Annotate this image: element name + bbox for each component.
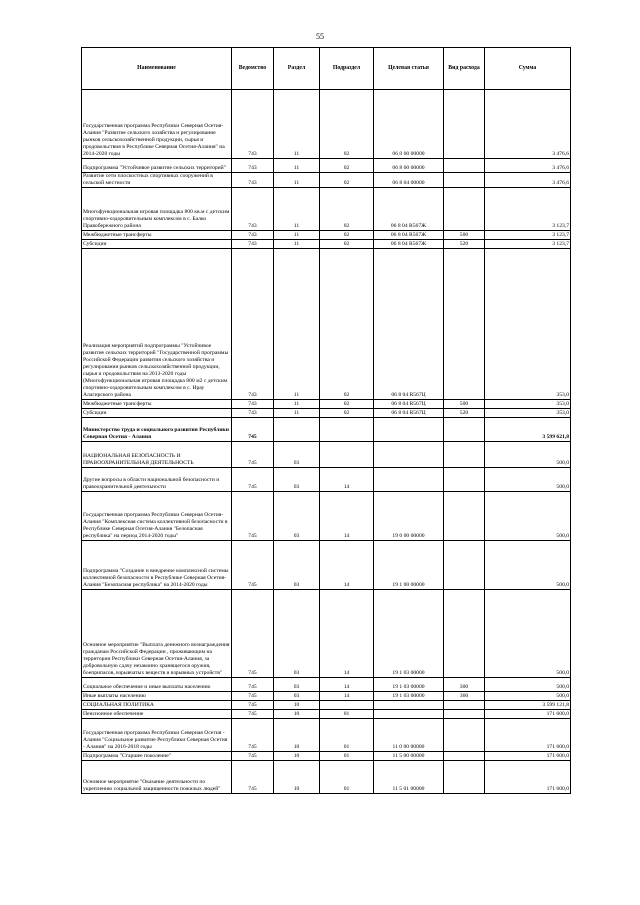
cell-sum: 500,0	[485, 468, 571, 492]
cell-razd: 11	[274, 409, 320, 418]
table-row	[82, 761, 571, 794]
cell-vr	[444, 701, 485, 710]
cell-cs: 19 1 03 00000	[374, 590, 444, 678]
cell-name: Межбюджетные трансферты	[82, 231, 232, 240]
cell-cs	[374, 418, 444, 442]
table-row	[82, 418, 571, 442]
cell-podr: 02	[320, 400, 374, 409]
cell-vr: 300	[444, 678, 485, 692]
cell-podr: 14	[320, 590, 374, 678]
cell-name: Подпрограмма "Старшее поколение"	[82, 752, 232, 761]
cell-razd: 11	[274, 173, 320, 188]
cell-razd: 11	[274, 249, 320, 400]
header-podr: Подраздел	[320, 48, 374, 90]
cell-cs	[374, 701, 444, 710]
cell-sum: 3 123,7	[485, 231, 571, 240]
cell-ved: 743	[232, 90, 274, 159]
cell-ved: 743	[232, 400, 274, 409]
cell-name: Многофункциональная игровая площадка 800 кв.м с детским спортивно-оздоровительным комплексом в с. Балко Правобережного района	[82, 188, 232, 231]
cell-cs: 11 5 00 00000	[374, 752, 444, 761]
cell-razd: 03	[274, 442, 320, 468]
cell-podr: 14	[320, 492, 374, 541]
cell-name: Основное мероприятие "Оказание деятельности по укреплению социальной защищенности пожилых людей"	[82, 761, 232, 794]
cell-vr	[444, 710, 485, 719]
cell-cs: 06 8 04 R567Ц	[374, 409, 444, 418]
cell-razd: 03	[274, 492, 320, 541]
cell-vr	[444, 442, 485, 468]
cell-cs: 06 8 04 R567Ц	[374, 249, 444, 400]
cell-ved: 745	[232, 492, 274, 541]
cell-name: Подпрограмма "Создание и внедрение комплексной системы коллективной безопасности в Республике Северная Осетия-Алания "Безопасная республика" на 2014-2020 годы	[82, 541, 232, 590]
table-row	[82, 590, 571, 678]
table-row	[82, 90, 571, 159]
cell-cs: 06 8 00 00000	[374, 159, 444, 173]
cell-name: Пенсионное обеспечение	[82, 710, 232, 719]
cell-razd: 03	[274, 468, 320, 492]
cell-cs: 06 8 04 R567Ж	[374, 240, 444, 249]
cell-vr	[444, 418, 485, 442]
cell-podr: 14	[320, 468, 374, 492]
table-row	[82, 719, 571, 752]
cell-cs: 06 8 04 R567Ж	[374, 188, 444, 231]
cell-sum: 3 123,7	[485, 240, 571, 249]
table-row	[82, 188, 571, 231]
table-row	[82, 409, 571, 418]
cell-ved: 745	[232, 761, 274, 794]
cell-podr: 02	[320, 90, 374, 159]
cell-ved: 743	[232, 409, 274, 418]
cell-name: Государственная программа Республики Северная Осетия-Алания "Комплексная система коллективной безопасности в Республике Северная Осетия-Алания "Безопасная республика" на период 2014-2020 годы"	[82, 492, 232, 541]
table-row	[82, 240, 571, 249]
cell-cs: 06 8 04 R567Ж	[374, 231, 444, 240]
cell-vr	[444, 159, 485, 173]
table-row	[82, 468, 571, 492]
cell-vr: 500	[444, 231, 485, 240]
cell-vr	[444, 468, 485, 492]
cell-cs: 06 8 04 R567Ц	[374, 400, 444, 409]
cell-cs: 19 1 00 00000	[374, 541, 444, 590]
cell-vr	[444, 590, 485, 678]
cell-razd: 11	[274, 231, 320, 240]
table-header-row	[82, 48, 571, 90]
cell-podr: 14	[320, 692, 374, 701]
cell-name: Иные выплаты населению	[82, 692, 232, 701]
cell-ved: 745	[232, 541, 274, 590]
cell-vr: 500	[444, 400, 485, 409]
cell-ved: 745	[232, 590, 274, 678]
cell-name: Развитие сети плоскостных спортивных сооружений в сельской местности	[82, 173, 232, 188]
cell-name: СОЦИАЛЬНАЯ ПОЛИТИКА	[82, 701, 232, 710]
cell-vr: 520	[444, 240, 485, 249]
cell-ved: 745	[232, 692, 274, 701]
cell-razd: 03	[274, 692, 320, 701]
table-row	[82, 400, 571, 409]
cell-sum: 171 600,0	[485, 719, 571, 752]
table-row	[82, 249, 571, 400]
cell-sum: 500,0	[485, 590, 571, 678]
cell-sum: 3 599 621,8	[485, 418, 571, 442]
cell-name: Субсидии	[82, 409, 232, 418]
cell-name: Основное мероприятие "Выплата денежного вознаграждения гражданам Российской Федерации , проживающим на территории Республики Северная Осетия-Алания, за добровольную сдачу незаконно хранящегося оружия, боеприпасов, взрывчатых веществ и взрывных устройств"	[82, 590, 232, 678]
cell-vr	[444, 173, 485, 188]
table-row	[82, 678, 571, 692]
cell-ved: 745	[232, 719, 274, 752]
cell-vr	[444, 188, 485, 231]
cell-podr	[320, 418, 374, 442]
cell-ved: 745	[232, 418, 274, 442]
cell-vr	[444, 719, 485, 752]
table-row	[82, 710, 571, 719]
cell-vr: 520	[444, 409, 485, 418]
cell-name: Межбюджетные трансферты	[82, 400, 232, 409]
cell-sum: 353,0	[485, 409, 571, 418]
cell-podr: 01	[320, 752, 374, 761]
table-row	[82, 442, 571, 468]
cell-razd: 03	[274, 678, 320, 692]
cell-cs	[374, 468, 444, 492]
cell-podr: 02	[320, 249, 374, 400]
cell-vr: 360	[444, 692, 485, 701]
cell-sum: 500,0	[485, 442, 571, 468]
cell-podr: 01	[320, 761, 374, 794]
cell-name: Министерство труда и социального развития Республики Северная Осетия - Алания	[82, 418, 232, 442]
cell-sum: 500,0	[485, 492, 571, 541]
cell-sum: 500,0	[485, 678, 571, 692]
cell-ved: 743	[232, 231, 274, 240]
cell-cs: 19 0 00 00000	[374, 492, 444, 541]
cell-sum: 3 123,7	[485, 188, 571, 231]
table-row	[82, 159, 571, 173]
cell-razd: 03	[274, 590, 320, 678]
cell-ved: 743	[232, 188, 274, 231]
cell-sum: 3 476,6	[485, 159, 571, 173]
cell-sum: 353,0	[485, 400, 571, 409]
cell-sum: 171 600,0	[485, 710, 571, 719]
cell-vr	[444, 90, 485, 159]
table-row	[82, 541, 571, 590]
cell-cs	[374, 442, 444, 468]
cell-ved: 745	[232, 752, 274, 761]
cell-podr: 01	[320, 719, 374, 752]
cell-ved: 743	[232, 173, 274, 188]
cell-cs	[374, 710, 444, 719]
cell-sum: 353,0	[485, 249, 571, 400]
cell-podr: 14	[320, 678, 374, 692]
cell-cs: 19 1 03 00000	[374, 692, 444, 701]
cell-ved: 743	[232, 249, 274, 400]
cell-podr: 02	[320, 173, 374, 188]
cell-vr	[444, 492, 485, 541]
table-row	[82, 692, 571, 701]
cell-podr: 02	[320, 231, 374, 240]
cell-razd: 10	[274, 752, 320, 761]
cell-razd: 03	[274, 541, 320, 590]
cell-razd	[274, 418, 320, 442]
cell-name: Подпрограмма "Устойчивое развитие сельских территорий"	[82, 159, 232, 173]
cell-podr	[320, 701, 374, 710]
cell-ved: 743	[232, 159, 274, 173]
table-row	[82, 752, 571, 761]
cell-vr	[444, 761, 485, 794]
cell-sum: 3 476,6	[485, 90, 571, 159]
cell-podr: 02	[320, 159, 374, 173]
cell-name: НАЦИОНАЛЬНАЯ БЕЗОПАСНОСТЬ И ПРАВООХРАНИТЕЛЬНАЯ ДЕЯТЕЛЬНОСТЬ	[82, 442, 232, 468]
header-cs: Целевая статья	[374, 48, 444, 90]
cell-podr: 14	[320, 541, 374, 590]
cell-sum: 171 600,0	[485, 752, 571, 761]
cell-podr: 02	[320, 188, 374, 231]
cell-razd: 11	[274, 90, 320, 159]
cell-podr	[320, 442, 374, 468]
cell-razd: 10	[274, 701, 320, 710]
cell-ved: 745	[232, 710, 274, 719]
cell-name: Государственная программа Республики Северная Осетия - Алания "Социальное развитие Республики Северная Осетия - Алания" на 2016-2018 годы	[82, 719, 232, 752]
cell-ved: 745	[232, 678, 274, 692]
cell-podr: 01	[320, 710, 374, 719]
cell-razd: 11	[274, 400, 320, 409]
header-sum: Сумма	[485, 48, 571, 90]
cell-ved: 743	[232, 240, 274, 249]
table-row	[82, 701, 571, 710]
header-vr: Вид расхода	[444, 48, 485, 90]
header-name: Наименование	[82, 48, 232, 90]
header-razd: Раздел	[274, 48, 320, 90]
cell-sum: 3 476,6	[485, 173, 571, 188]
cell-ved: 745	[232, 442, 274, 468]
header-ved: Ведомство	[232, 48, 274, 90]
cell-name: Другие вопросы в области национальной безопасности и правоохранительной деятельности	[82, 468, 232, 492]
cell-cs: 06 8 04 00000	[374, 173, 444, 188]
cell-podr: 02	[320, 240, 374, 249]
cell-razd: 11	[274, 159, 320, 173]
cell-razd: 11	[274, 240, 320, 249]
cell-ved: 745	[232, 468, 274, 492]
cell-vr	[444, 541, 485, 590]
page-number: 55	[316, 32, 324, 41]
cell-razd: 10	[274, 710, 320, 719]
cell-podr: 02	[320, 409, 374, 418]
cell-ved: 745	[232, 701, 274, 710]
cell-razd: 11	[274, 188, 320, 231]
cell-name: Реализация мероприятий подпрограммы "Устойчивое развитие сельских территорий "Государственной программы Российской Федерации развития сельского хозяйства и регулирования рынков сельскохозяйственной продукции, сырья и продовольствия на 2013-2020 годы (Многофункциональная игровая площадка 800 м2 с детским спортивно-оздоровительным комплексом в с. Нрау Алагирского района	[82, 249, 232, 400]
table-row	[82, 173, 571, 188]
cell-name: Государственная программа Республики Северная Осетия-Алания "Развитие сельского хозяйства и регулирование рынков сельскохозяйственной продукции, сырья и продовольствия в Республике Северная Осетия-Алания" на 2014-2020 годы	[82, 90, 232, 159]
cell-sum: 500,0	[485, 692, 571, 701]
cell-razd: 10	[274, 761, 320, 794]
cell-sum: 3 599 121,8	[485, 701, 571, 710]
cell-vr	[444, 752, 485, 761]
cell-cs: 19 1 03 00000	[374, 678, 444, 692]
cell-cs: 11 0 00 00000	[374, 719, 444, 752]
cell-name: Социальное обеспечение и иные выплаты населению	[82, 678, 232, 692]
cell-cs: 11 5 01 00000	[374, 761, 444, 794]
cell-name: Субсидии	[82, 240, 232, 249]
table-row	[82, 492, 571, 541]
cell-sum: 171 600,0	[485, 761, 571, 794]
cell-vr	[444, 249, 485, 400]
budget-table	[81, 47, 571, 794]
cell-sum: 500,0	[485, 541, 571, 590]
cell-cs: 06 0 00 00000	[374, 90, 444, 159]
cell-razd: 10	[274, 719, 320, 752]
table-row	[82, 231, 571, 240]
